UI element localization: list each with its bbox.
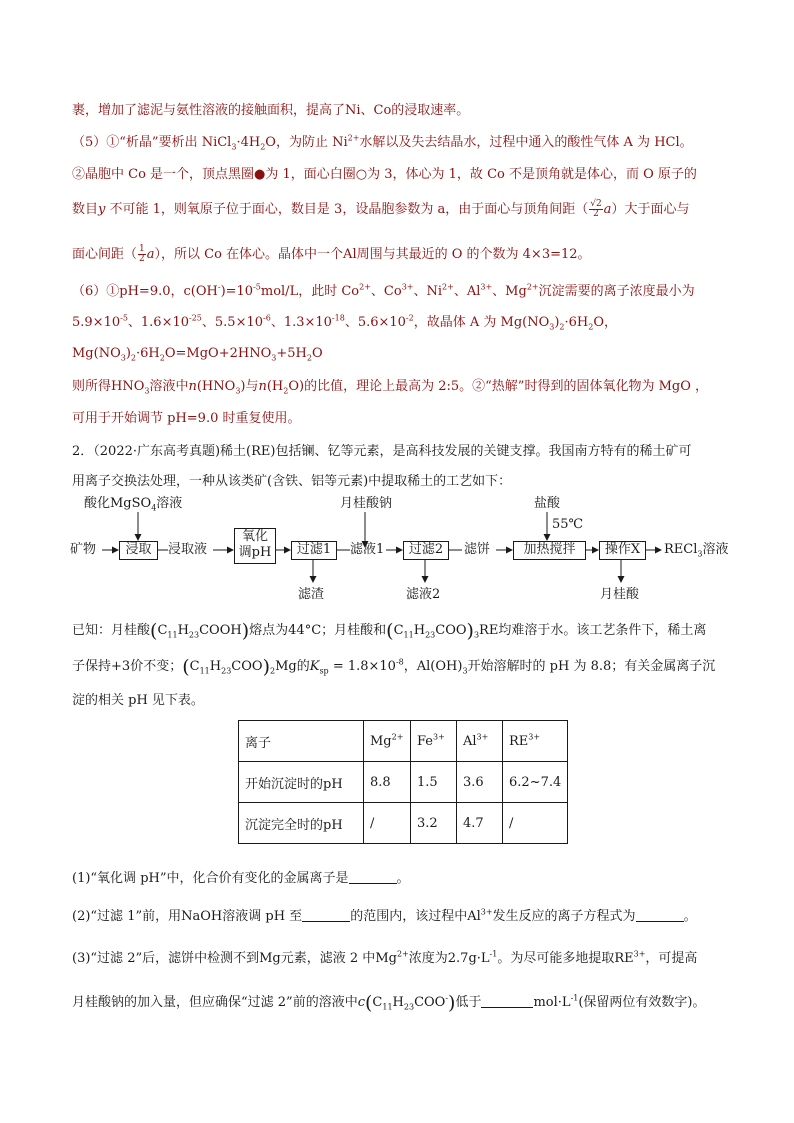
filter-cake-label: 滤饼 bbox=[464, 542, 491, 557]
solution-line-4: 数目y 不可能 1，则氧原子位于面心，数目是 3，设晶胞参数为 a，由于面心与顶角间距（ $\frac{√2}{2}$ a）大于面心与 bbox=[72, 199, 690, 219]
table-cell: 4.7 bbox=[457, 803, 503, 844]
solution-line-2: （5）①“析晶”要析出 $NiCl_3\cdot 4H_2O$，为防止 $Ni^{2+}$水解以及失去结晶水，过程中通入的酸性气体 A 为 HCl。 bbox=[72, 133, 693, 152]
solution-line-5: 面心间距（ $\frac{1}{2}$ a），所以 Co 在体心。晶体中一个Al周围与其最近的 O 的个数为 4×3=12。 bbox=[72, 244, 591, 264]
operation-x-box: 操作X bbox=[599, 541, 646, 560]
table-cell: 6.2~7.4 bbox=[503, 762, 568, 803]
process-flow-diagram bbox=[60, 492, 750, 612]
table-row bbox=[239, 803, 568, 844]
filtrate2-label: 滤液2 bbox=[406, 587, 441, 602]
ore-label: 矿物 bbox=[70, 542, 97, 557]
table-cell: 沉淀完全时的pH bbox=[239, 803, 364, 844]
precipitation-ph-table bbox=[238, 720, 568, 844]
table-row bbox=[239, 762, 568, 803]
question-3-line-2: 月桂酸钠的加入量，但应确保“过滤 2”前的溶液中$c(C_{11}H_{23}COO^-)$低于 $mol\cdot L^{-1}$(保留两位有效数字)。 bbox=[72, 992, 706, 1014]
table-cell: / bbox=[503, 803, 568, 844]
problem2-line-2: 用离子交换法处理，一种从该类矿(含铁、铝等元素)中提取稀土的工艺如下： bbox=[72, 474, 512, 489]
known-line-3: 淀的相关 pH 见下表。 bbox=[72, 693, 204, 708]
filter1-box: 过滤1 bbox=[291, 541, 337, 560]
question-1: (1)“氧化调 pH”中，化合价有变化的金属离子是 。 bbox=[72, 871, 410, 886]
solution-line-6: （6）①pH=9.0，$c(OH^-)=10^{-5}mol/L$，此时 $Co^{2+}$、$Co^{3+}$、$Ni^{2+}$、$Al^{3+}$、$Mg^{2+}$沉淀需要的离子浓度最小为 bbox=[72, 282, 695, 299]
table-header-cell: 离子 bbox=[239, 721, 364, 762]
oxidize-adjust-ph-box: 氧化 调pH bbox=[234, 528, 276, 564]
solution-line-10: 可用于开始调节 pH=9.0 时重复使用。 bbox=[72, 411, 301, 426]
answer-blank[interactable] bbox=[302, 921, 350, 922]
table-cell: 8.8 bbox=[364, 762, 411, 803]
solution-line-8: $Mg(NO_3)_2\cdot 6H_2O=MgO+2HNO_3+5H_2O$ bbox=[72, 346, 323, 363]
table-cell: / bbox=[364, 803, 411, 844]
question-2: (2)“过滤 1”前，用NaOH溶液调 pH 至 的范围内，该过程中$Al^{3+}$发生反应的离子方程式为 。 bbox=[72, 907, 697, 924]
table-header-cell: $RE^{3+}$ bbox=[503, 721, 568, 762]
sodium-laurate-label: 月桂酸钠 bbox=[340, 496, 393, 511]
table-cell: 1.5 bbox=[411, 762, 457, 803]
fraction-one-half: $\frac{1}{2}$ bbox=[139, 244, 145, 264]
known-line-1: 已知：月桂酸$(C_{11}H_{23}COOH)$熔点为44°C；月桂酸和$(C_{11}H_{23}COO)_3RE$均难溶于水。该工艺条件下，稀土离 bbox=[72, 620, 707, 642]
table-header-cell: $Al^{3+}$ bbox=[457, 721, 503, 762]
known-line-2: 子保持+3价不变；$(C_{11}H_{23}COO)_2Mg$的$K_{sp} = 1.8\times 10^{-8}$，$Al(OH)_3$开始溶解时的 pH 为 8.8；有关金属离子沉 bbox=[72, 656, 716, 678]
problem2-line-1: 2．（2022·广东高考真题)稀土(RE)包括镧、钇等元素，是高科技发展的关键支撑。我国南方特有的稀土矿可 bbox=[72, 444, 692, 459]
table-header-row bbox=[239, 721, 568, 762]
acidified-mgso4-label: 酸化MgSO$_4$溶液 bbox=[84, 496, 183, 513]
table-cell: 开始沉淀时的pH bbox=[239, 762, 364, 803]
answer-blank[interactable] bbox=[481, 1007, 533, 1008]
solution-line-9: 则所得$HNO_3$溶液中$n(HNO_3)$与$n(H_2O)$的比值，理论上最高为 2:5。②“热解”时得到的固体氧化物为 MgO ， bbox=[72, 379, 709, 396]
hydrochloric-acid-label: 盐酸 bbox=[534, 496, 561, 511]
question-3-line-1: (3)“过滤 2”后，滤饼中检测不到Mg元素，滤液 2 中$Mg^{2+}$浓度为$2.7g\cdot L^{-1}$。为尽可能多地提取$RE^{3+}$，可提高 bbox=[72, 949, 698, 966]
answer-blank[interactable] bbox=[636, 921, 684, 922]
table-header-cell: $Mg^{2+}$ bbox=[364, 721, 411, 762]
filter2-box: 过滤2 bbox=[403, 541, 449, 560]
leach-step-box: 浸取 bbox=[119, 541, 158, 560]
fraction-sqrt2-over-2: $\frac{√2}{2}$ bbox=[590, 199, 602, 219]
filtrate1-label: 滤液1 bbox=[350, 542, 385, 557]
product-recl3-label: RECl$_3$溶液 bbox=[664, 542, 729, 559]
solution-line-7: $5.9\times 10^{-5}$、$1.6\times 10^{-25}$、$5.5\times 10^{-6}$、$1.3\times 10^{-18}$、$5.6\times 10^{-2}$，故晶体 A 为 $Mg(NO_3)_2\cdot 6H_2O$， bbox=[72, 313, 618, 332]
temperature-label: 55℃ bbox=[552, 517, 584, 532]
solution-line-3: ②晶胞中 Co 是一个，顶点黑圈●为 1，面心白圈○为 3，体心为 1，故 Co 不是顶角就是体心，而 O 原子的 bbox=[72, 167, 697, 182]
lauric-acid-label: 月桂酸 bbox=[600, 587, 640, 602]
table-header-cell: $Fe^{3+}$ bbox=[411, 721, 457, 762]
table-cell: 3.2 bbox=[411, 803, 457, 844]
leachate-label: 浸取液 bbox=[168, 542, 208, 557]
heat-stir-box: 加热搅拌 bbox=[513, 541, 586, 560]
solution-line-1: 裹，增加了滤泥与氨性溶液的接触面积，提高了Ni、Co的浸取速率。 bbox=[72, 103, 470, 118]
table-cell: 3.6 bbox=[457, 762, 503, 803]
answer-blank[interactable] bbox=[349, 883, 397, 884]
residue-label: 滤渣 bbox=[298, 587, 325, 602]
